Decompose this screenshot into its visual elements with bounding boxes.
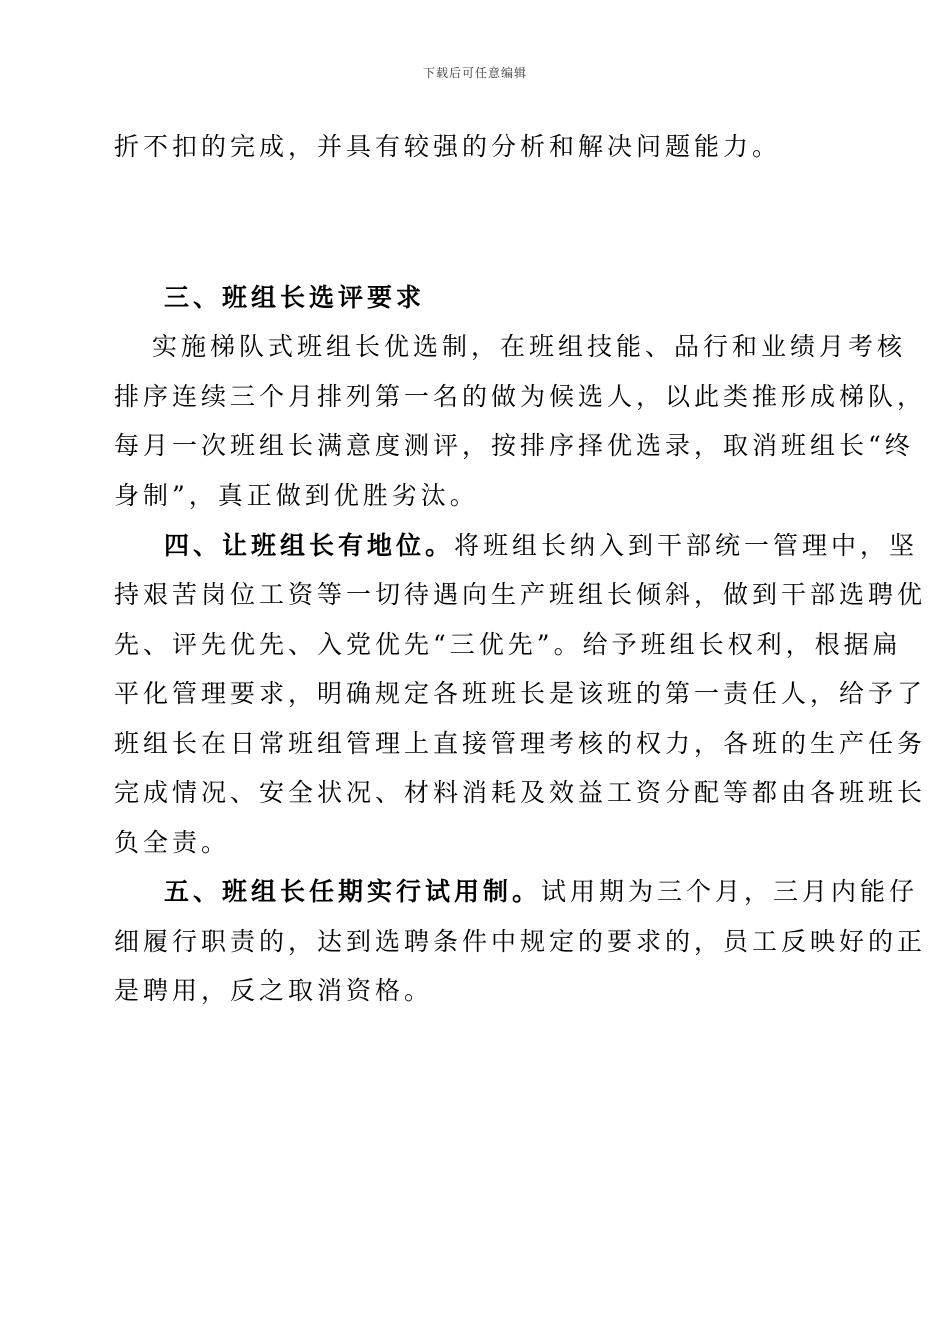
text-line: 排序连续三个月排列第一名的做为候选人，以此类推形成梯队， bbox=[114, 382, 927, 411]
text-run: 试用期为三个月，三月内能仔 bbox=[541, 877, 919, 906]
text-line: 折不扣的完成，并具有较强的分析和解决问题能力。 bbox=[114, 132, 782, 161]
text-run: 将班组长纳入到干部统一管理中，坚 bbox=[454, 531, 919, 560]
section-heading: 五、班组长任期实行试用制。 bbox=[164, 877, 542, 906]
paragraph-first-line bbox=[164, 876, 919, 908]
text-line: 实施梯队式班组长优选制，在班组技能、品行和业绩月考核 bbox=[152, 332, 907, 361]
text-line: 完成情况、安全状况、材料消耗及效益工资分配等都由各班班长 bbox=[114, 778, 927, 807]
text-line: 细履行职责的，达到选聘条件中规定的要求的，员工反映好的正 bbox=[114, 927, 927, 956]
text-line: 班组长在日常班组管理上直接管理考核的权力，各班的生产任务 bbox=[114, 729, 927, 758]
text-line: 负全责。 bbox=[114, 828, 231, 857]
text-line: 先、评先优先、入党优先“三优先”。给予班组长权利，根据扁 bbox=[114, 630, 902, 659]
paragraph-first-line bbox=[164, 530, 919, 562]
text-line: 每月一次班组长满意度测评，按排序择优选录，取消班组长“终 bbox=[114, 431, 914, 460]
page-header: 下载后可任意编辑 bbox=[422, 66, 527, 80]
section-heading: 三、班组长选评要求 bbox=[164, 283, 426, 312]
section-heading: 四、让班组长有地位。 bbox=[164, 531, 455, 560]
text-line: 是聘用，反之取消资格。 bbox=[114, 976, 434, 1005]
text-line: 平化管理要求，明确规定各班班长是该班的第一责任人，给予了 bbox=[114, 679, 927, 708]
text-line: 身制”，真正做到优胜劣汰。 bbox=[114, 481, 479, 510]
text-line: 持艰苦岗位工资等一切待遇向生产班组长倾斜，做到干部选聘优 bbox=[114, 580, 927, 609]
